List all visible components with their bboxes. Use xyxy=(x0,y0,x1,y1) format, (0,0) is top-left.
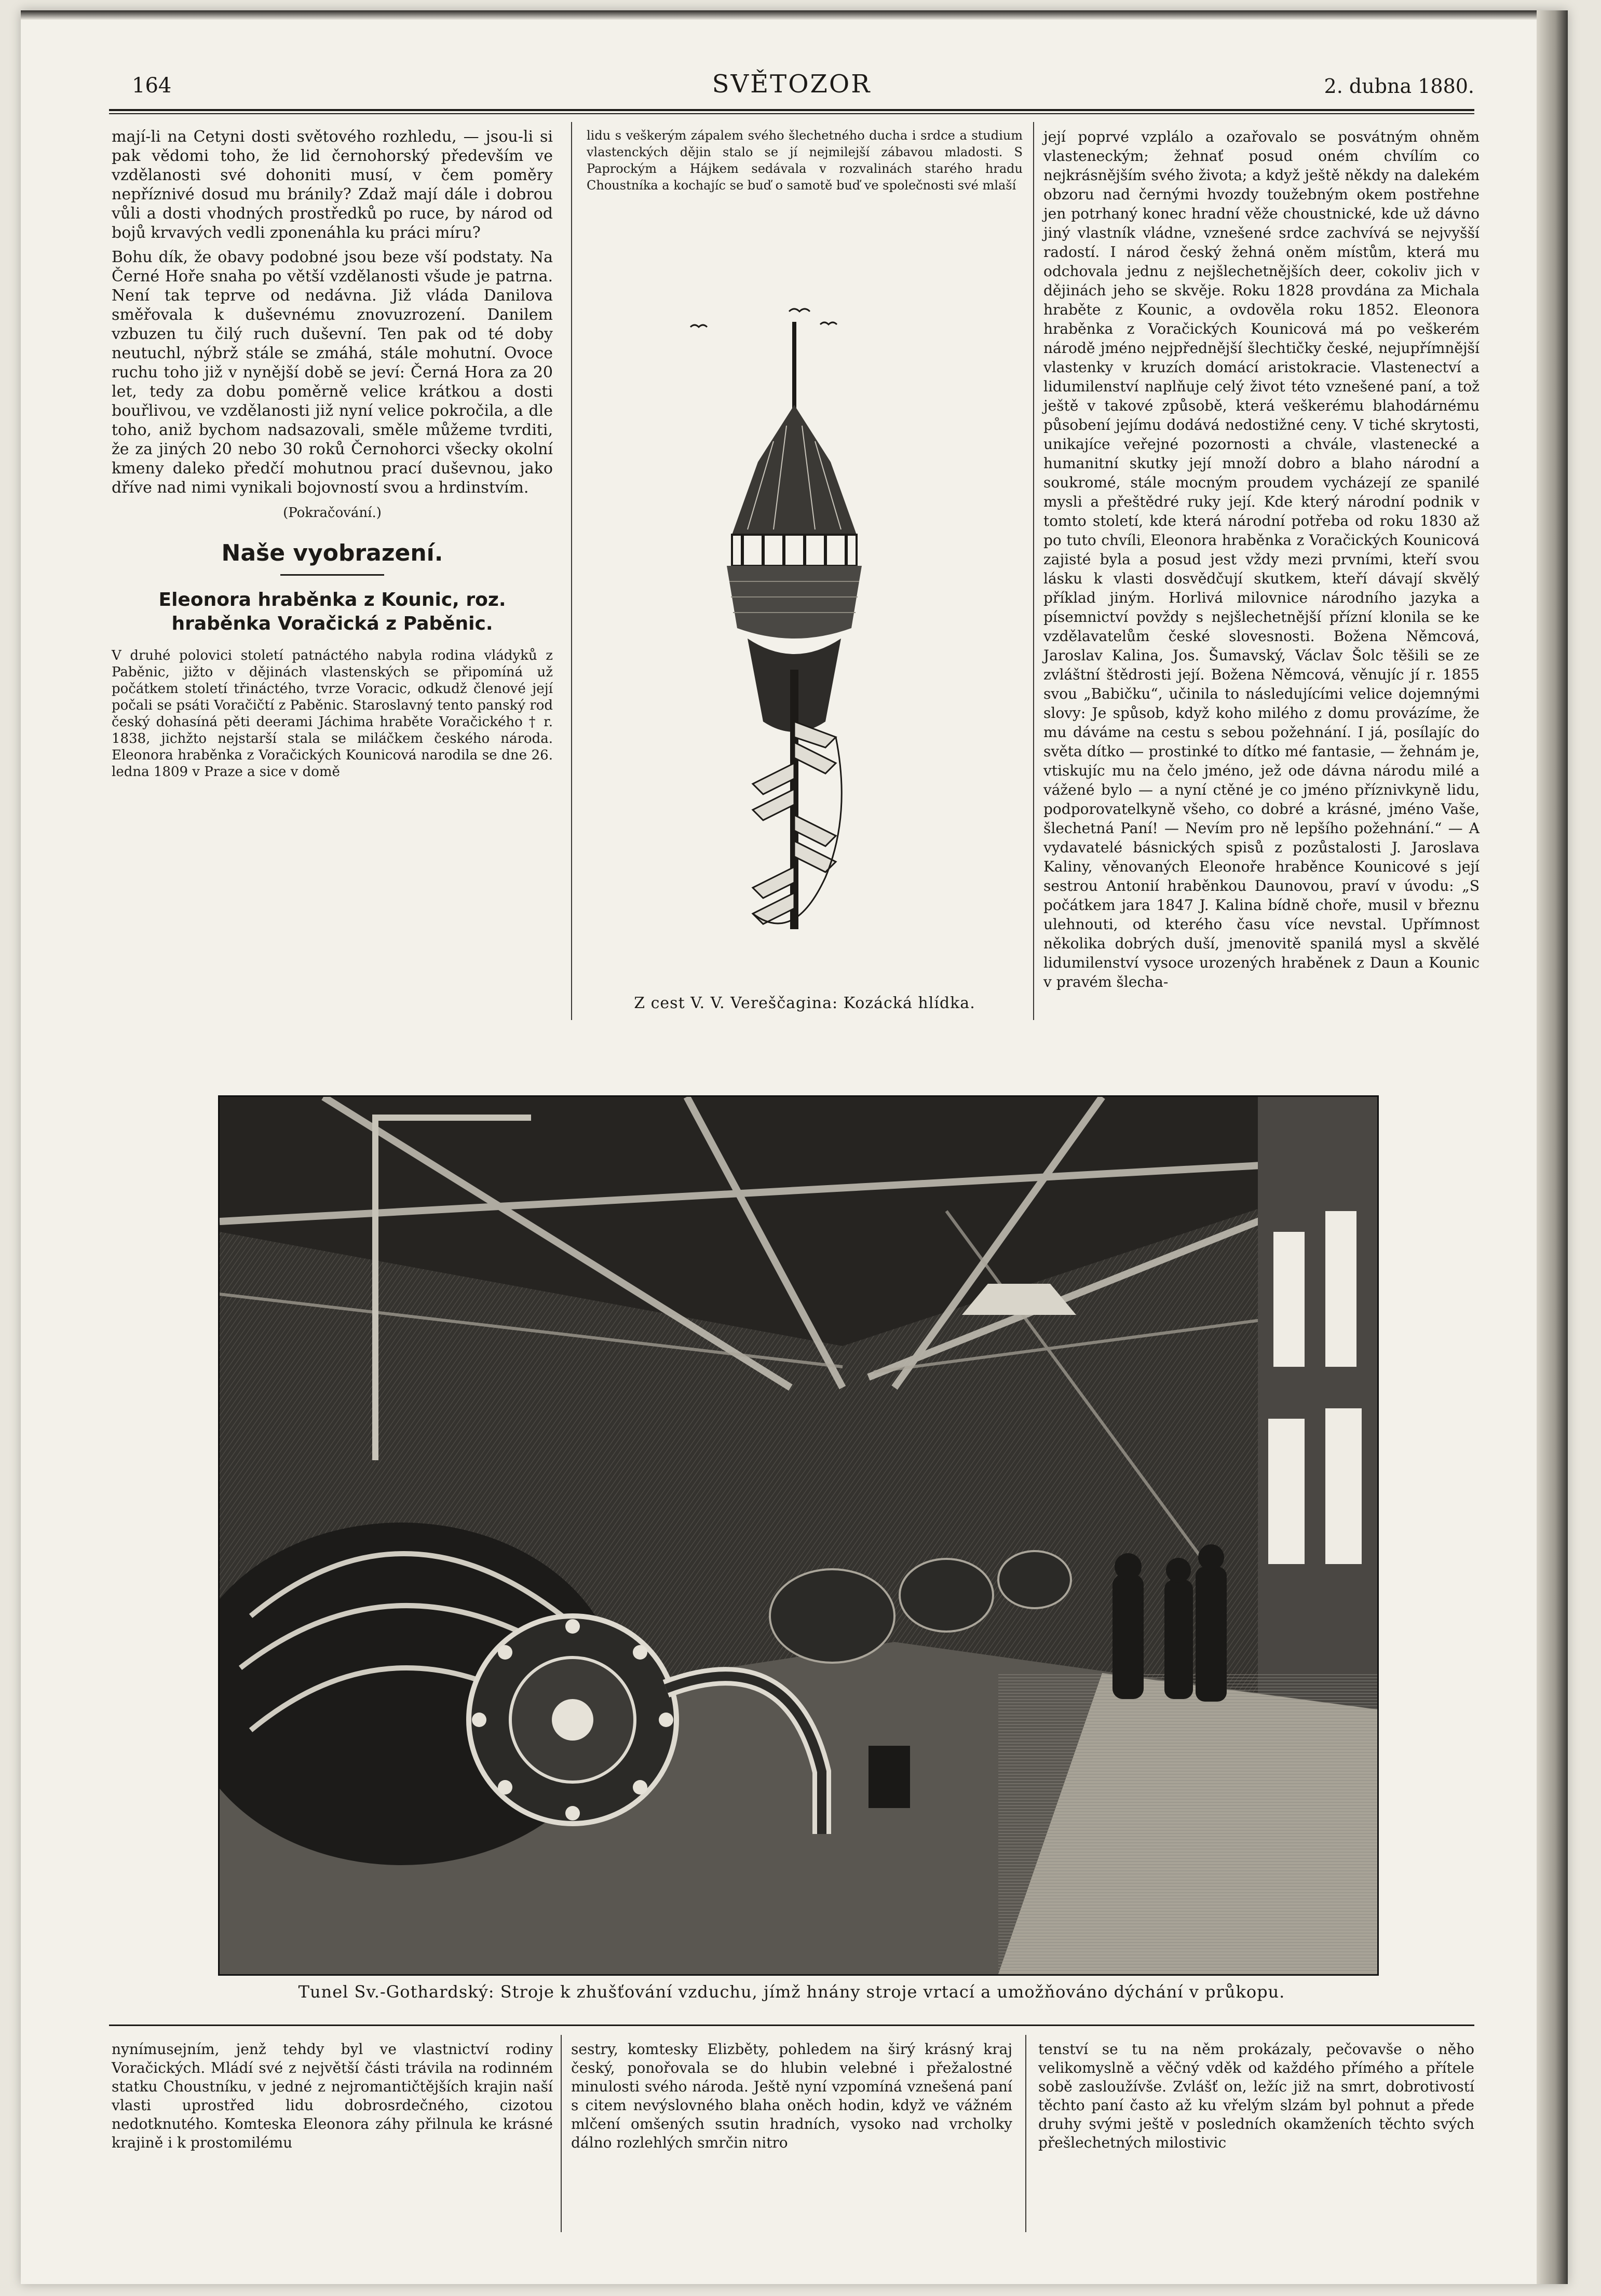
bottom-column-left: nynímusejním, jenž tehdy byl ve vlastnictví rodiny Voračických. Mládí své z největší části trávila na rodinném statku Choustníku, v jedné z nejromantičtějších krajin naší vlasti uprostřed lidu dobrosrdečného, cizotou nedotknutého. Komteska Eleonora záhy přilnula ke krásné krajině i k prostomilému xyxy=(112,2041,553,2151)
header-rule xyxy=(109,109,1474,111)
column-divider xyxy=(571,122,572,1020)
journal-title: SVĚTOZOR xyxy=(712,70,872,99)
tunnel-engraving xyxy=(218,1095,1379,1976)
scan-top-edge xyxy=(21,10,1568,20)
section-title: Naše vyobrazení. xyxy=(221,540,443,566)
bottom-column-right: tenství se tu na něm prokázaly, pečovavše o něho velikomyslně a věčný vděk od každého přímého a přítele sobě zasloužívše. Zvlášť on, ležíc již na smrt, dobrotivostí těchto paní často až ku vřelým slzám byl pohnut a přede druhy svými ještě v posledních okamženích těchto svých přešlechetných milostivic xyxy=(1038,2041,1474,2151)
page-number: 164 xyxy=(132,74,172,98)
section-divider xyxy=(280,574,384,576)
bird-icon xyxy=(820,322,837,324)
paragraph: její poprvé vzplálo a ozařovalo se posvátným ohněm vlasteneckým; žehnať posud oném chvílím co nejkrásnějším svého života; a když ještě někdy na dalekém obzoru nad černými hvozdy toužebným okem postřehne jen potrhaný konec hradní věže choustnické, kde už dávno jiný vlastník vládne, vznešené srdce zachvívá se nejvyšší radostí. I národ český žehná oněm místům, která mu odchovala jednu z nejšlechetnějších deer, cokoliv jich v dějinách jeho se skvěje. Roku 1828 provdána za Michala hraběte z Kounic, a ovdověla roku 1852. Eleonora hraběnka z Voračických Kounicová má po veškerém národě jméno nejpřednější šlechtičky české, nejupřímnější vlastenky v kruzích domácí aristokracie. Vlastenectví a lidumilenství naplňuje celý život této vznešené paní, a tož ještě v takové způsobě, která veškerému blahodárnému působení jejímu dodává nedostižné ceny. V tiché skrytosti, unikajíce veřejné pozornosti a chvále, vlastenecké a humanitní skutky její množí dobro a blaho národní a soukromé, stále mocným proudem vycházejí ze spanilé mysli a přeštědré ruky její. Kde který národní podnik v tomto století, kde která národní potřeba od roku 1830 až po tuto chvíli, Eleonora hraběnka z Voračických Kounicová zajisté byla a posud jest vždy mezi prvními, kteří svou lásku k vlasti dosvědčují skutkem, kteří dávají skvělý příklad jiným. Horlivá milovnice národního jazyka a písemnictví povždy s nejšlechetnější přízní klonila se ke vzdělavatelům české slovesnosti. Božena Němcová, Jaroslav Kalina, Jos. Šumavský, Václav Šolc těšili se ze zvláštní štědrosti její. Božena Němcová, věnujíc jí r. 1855 svou „Babičku“, učinila to následujícími velice dojemnými slovy: Je spůsob, když koho milého z domu provázíme, že mu dáváme na cestu s sebou požehnání. I já, posílajíc do světa dítko — prostinké to dítko mé fantasie, — žehnám je, vtiskujíc mu na čelo jméno, jež ode dávna národu milé a vážené bylo — a nyní ctěné je co jméno příznivkyně lidu, podporovatelkyně všeho, co dobré a krásné, jméno Vaše, šlechetná Paní! — Nevím pro ně lepšího požehnání.“ — A vydavatelé básnických spisů z pozůstalosti J. Jaroslava Kaliny, věnovaných Eleonoře hraběnce Kounicové s její sestrou Antonií hraběnkou Daunovou, praví v úvodu: „S počátkem jara 1847 J. Kalina bídně choře, musil v březnu ulehnouti, od kteréhо času více nevstal. Upřímnost několika dobrých duší, jmenovitě spanilá mysl a skvělé lidumilenství vysoce urozených hraběnek z Daun a Kounic v pravém šlecha- xyxy=(1043,128,1480,990)
illustration-caption: Z cest V. V. Vereščagina: Kozácká hlídka. xyxy=(634,994,975,1012)
column-middle xyxy=(587,127,1023,199)
bottom-column-middle: sestry, komtesky Elizběty, pohledem na širý krásný kraj český, ponořovala se do hlubin velebné i přežalostné minulosti svého národa. Ještě nyní vzpomíná vznešená paní s citem nevýslovného blaha oněch hodin, když ve vážném mlčení omšených ssutin hradních, vysoko nad vrcholky dálno rozlehlých smrčin nitro xyxy=(571,2041,1012,2151)
column-divider xyxy=(561,2035,562,2232)
bird-icon xyxy=(789,309,810,311)
column-divider xyxy=(1033,122,1034,1020)
continued-note: (Pokračování.) xyxy=(283,505,382,521)
article-title: Eleonora hraběnka z Kounic, roz. hraběnka Voračická z Paběnic. xyxy=(158,589,506,634)
column-divider xyxy=(1025,2035,1026,2232)
paragraph: V druhé polovici století patnáctého nabyla rodina vládyků z Paběnic, jižto v dějinách vlastenských se připomíná už počátkem století třináctého, tvrze Voracic, odkudž členové její počali se psáti Voračičtí z Paběnic. Staroslavný tento panský rod český dohasíná pěti deerami Jáchima hraběte Voračického † r. 1838, jichžto nejstarší stala se miláčkem českého národa. Eleonora hraběnka z Voračických Kounicová narodila se dne 26. ledna 1809 v Praze a sice v domě xyxy=(112,648,553,780)
bird-icon xyxy=(690,325,707,327)
paragraph: mají-li na Cetyni dosti světového rozhledu, — jsou-li si pak vědomi toho, že lid černohorský především ve vzdělanosti své dohoniti musí, v čem poměry nepříznivé dosud mu bránily? Zdaž mají dále i dobrou vůli a dosti vhodných prostředků po ruce, by národ od bojů krvavých vedli zponenáhla ku práci míru? xyxy=(112,128,553,242)
issue-date: 2. dubna 1880. xyxy=(1324,75,1474,98)
engraving-caption: Tunel Sv.-Gothardský: Stroje k zhušťování vzduchu, jímž hnány stroje vrtací a umožňováno dýchání v průkopu. xyxy=(298,1982,1285,2002)
paragraph: Bohu dík, že obavy podobné jsou beze vší podstaty. Na Černé Hoře snaha po větší vzdělanosti všude je patrna. Není tak teprve od nedávna. Již vláda Danilova směřovala k duševnému znovuzrození. Danilem vzbuzen tu čilý ruch duševní. Ten pak od té doby neutuchl, nýbrž stále se zmáhá, stále mohutní. Ovoce ruchu toho již v nynější době se jeví: Černá Hora za 20 let, tedy za dobu poměrně velice krátkou a dosti bouřlivou, ve vzdělanosti již nyní velice pokročila, a dle toho, aniž bychom nadsazovali, směle můžeme tvrditi, že za jiných 20 nebo 30 roků Černohorci všecky okolní kmeny daleko předčí mohutnou prací duševnou, jako dříve nad nimi vynikali bojovností svou a hrdinstvím. xyxy=(112,248,553,497)
watchtower-illustration xyxy=(670,306,914,981)
scan-right-edge xyxy=(1537,10,1568,2284)
paragraph: lidu s veškerým zápalem svého šlechetného ducha i srdce a studium vlastenckých dějin stalo se jí nejmilejší zábavou mladosti. S Paprockým a Hájkem sedávala v rozvalinách starého hradu Choustníka a kochajíc se buď o samotě buď ve společnosti své mlaší xyxy=(587,128,1023,193)
page-header xyxy=(109,67,1474,109)
column-right xyxy=(1043,127,1480,997)
column-left xyxy=(112,127,553,785)
header-rule-thin xyxy=(109,113,1474,114)
bottom-section-rule xyxy=(109,2025,1474,2026)
